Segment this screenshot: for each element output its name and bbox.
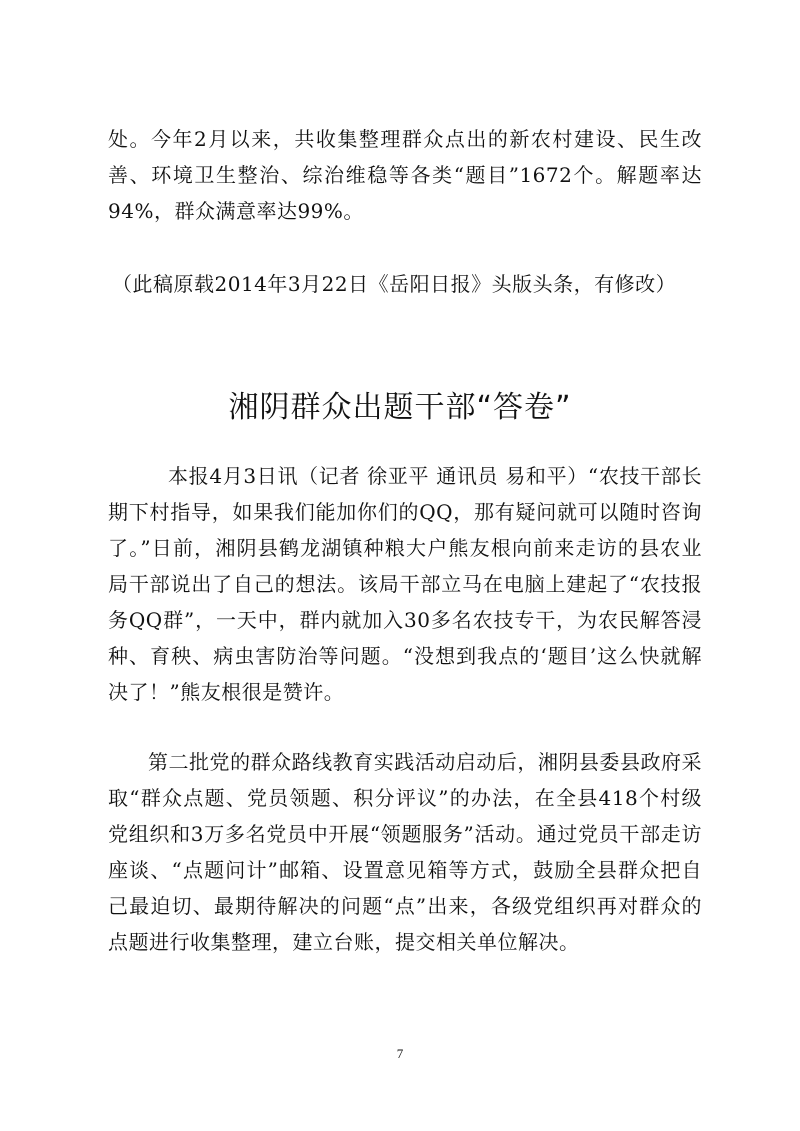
page-number: 7 xyxy=(396,1046,404,1061)
source-note: （此稿原载2014年3月22日《岳阳日报》头版头条，有修改） xyxy=(112,272,677,296)
article-paragraph: 本报4月3日讯（记者 徐亚平 通讯员 易和平）“农技干部长期下村指导，如果我们能加你们的QQ，那有疑问就可以随时咨询了。”日前，湘阴县鹤龙湖镇种粮大户熊友根向前来走访的县农业局干部说出了自己的想法。该局干部立马在电脑上建起了“农技报务QQ群”，一天中，群内就加入30多名农技专干，为农民解答浸种、育秧、病虫害防治等问题。“没想到我点的‘题目’这么快就解决了！”熊友根很是赞许。 xyxy=(108,464,702,704)
article-paragraph: 第二批党的群众路线教育实践活动启动后，湘阴县委县政府采取“群众点题、党员领题、积分评议”的办法，在全县418个村级党组织和3万多名党员中开展“领题服务”活动。通过党员干部走访座谈、“点题问计”邮箱、设置意见箱等方式，鼓励全县群众把自己最迫切、最期待解决的问题“点”出来，各级党组织再对群众的点题进行收集整理，建立台账，提交相关单位解决。 xyxy=(108,750,702,954)
continuation-paragraph: 处。今年2月以来，共收集整理群众点出的新农村建设、民生改善、环境卫生整治、综治维稳等各类“题目”1672个。解题率达94%，群众满意率达99%。 xyxy=(108,127,702,223)
article-title: 湘阴群众出题干部“答卷” xyxy=(228,390,572,425)
